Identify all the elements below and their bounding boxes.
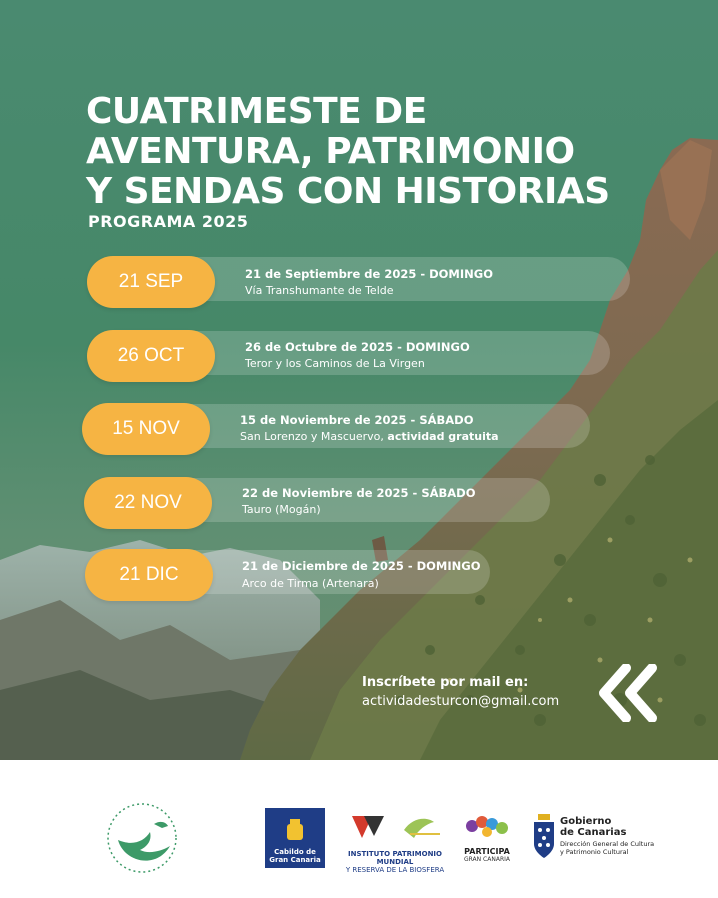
footer-logos [0, 760, 718, 898]
gobierno-line-2: de Canarias [560, 827, 627, 838]
title-line-1: CUATRIMESTE DE [86, 91, 427, 132]
program-subtitle: PROGRAMA 2025 [88, 212, 249, 231]
gobierno-shield-icon [532, 814, 556, 860]
instituto-line-2: Y RESERVA DE LA BIOSFERA [345, 866, 445, 874]
event-place-3-text: San Lorenzo y Mascuervo, [240, 430, 388, 443]
event-place-1: Vía Transhumante de Telde [245, 284, 394, 297]
event-title-1: 21 de Septiembre de 2025 - DOMINGO [245, 267, 493, 281]
signup-email-link[interactable]: actividadesturcon@gmail.com [362, 694, 560, 709]
title-line-2: AVENTURA, PATRIMONIO [86, 131, 575, 172]
signup-label: Inscríbete por mail en: [362, 675, 529, 690]
turcon-logo [104, 800, 182, 878]
cabildo-logo [265, 808, 325, 868]
event-date-pill-2: 26 OCT [87, 330, 215, 382]
event-date-pill-3: 15 NOV [82, 403, 210, 455]
page-title [86, 92, 610, 212]
event-date-pill-1: 21 SEP [87, 256, 215, 308]
event-title-4: 22 de Noviembre de 2025 - SÁBADO [242, 486, 476, 500]
event-place-5: Arco de Tirma (Artenara) [242, 577, 379, 590]
event-title-2: 26 de Octubre de 2025 - DOMINGO [245, 340, 470, 354]
event-date-pill-5: 21 DIC [85, 549, 213, 601]
cabildo-name: Cabildo de Gran Canaria [269, 848, 321, 864]
event-place-3 [240, 430, 499, 443]
participa-line-1: PARTICIPA [464, 847, 510, 856]
balloons-icon [462, 814, 512, 844]
double-chevron-left-icon[interactable] [596, 664, 662, 722]
event-place-2: Teror y los Caminos de La Virgen [245, 357, 425, 370]
dove-icon [104, 800, 182, 878]
instituto-logo [340, 812, 450, 872]
event-date-pill-4: 22 NOV [84, 477, 212, 529]
gobierno-logo [532, 814, 655, 874]
title-line-3: Y SENDAS CON HISTORIAS [86, 171, 610, 212]
event-title-3: 15 de Noviembre de 2025 - SÁBADO [240, 413, 474, 427]
free-activity-label: actividad gratuita [387, 430, 499, 443]
event-place-4: Tauro (Mogán) [242, 503, 321, 516]
participa-logo [462, 814, 512, 874]
gobierno-line-1: Gobierno [560, 816, 612, 827]
coat-of-arms-icon [284, 818, 306, 844]
gobierno-line-4: y Patrimonio Cultural [560, 848, 629, 856]
instituto-icon [340, 812, 450, 846]
gobierno-line-3: Dirección General de Cultura [560, 840, 655, 848]
event-title-5: 21 de Diciembre de 2025 - DOMINGO [242, 559, 481, 573]
instituto-line-1: INSTITUTO PATRIMONIO MUNDIAL [348, 850, 442, 866]
participa-line-2: GRAN CANARIA [463, 856, 510, 863]
